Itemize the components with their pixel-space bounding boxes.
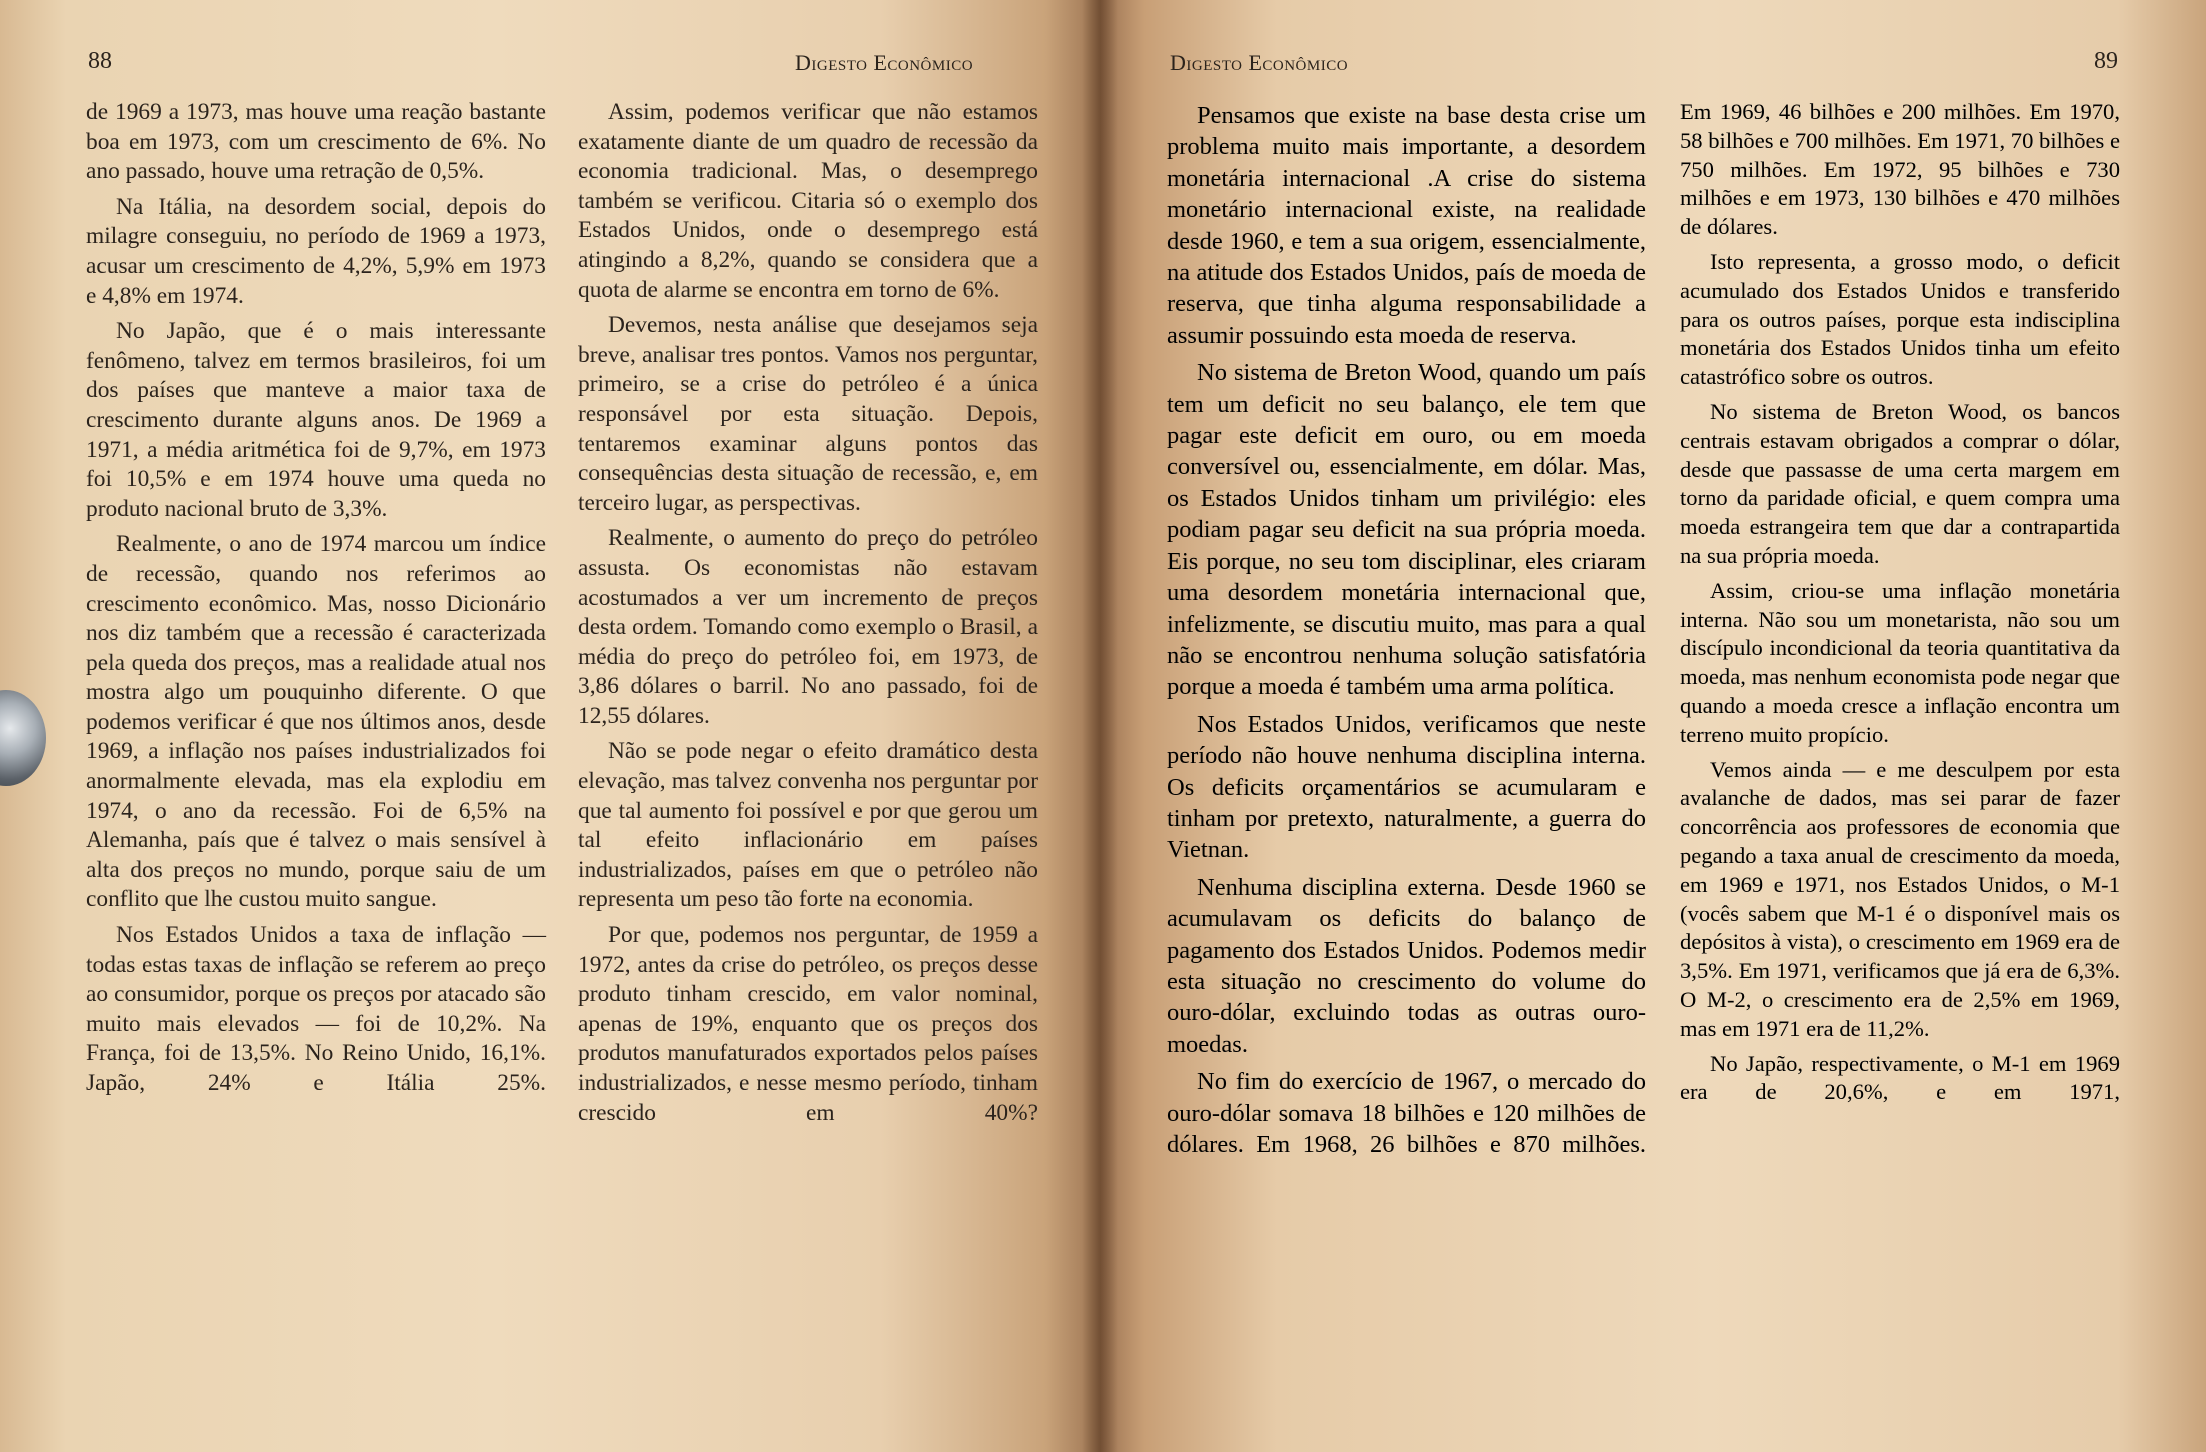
paragraph: Por que, podemos nos perguntar, de 1959 a 1972, antes da crise do petróleo, os preços desse produto tinham crescido, em valor nominal, apenas de 19%, enquanto que os preços dos produtos manufaturados exportados pelos países industrializados, e nesse mesmo período, tinham crescido em 40%? [578, 922, 1038, 1126]
paragraph: Realmente, o ano de 1974 marcou um índice de recessão, quando nos referimos ao crescimento econômico. Mas, nosso Dicionário nos diz também que a recessão é caracterizada pela queda dos preços, mas a realidade atual nos mostra algo um pouquinho diferente. O que podemos verificar é que nos últimos anos, desde 1969, a inflação nos países industrializados foi anormalmente elevada, mas ela explodiu em 1974, o ano da recessão. Foi de 6,5% na Alemanha, país que é talvez o mais sensível à alta dos preços no mundo, porque saiu de um conflito que lhe custou muito sangue. [86, 531, 546, 913]
paragraph: Nenhuma disciplina externa. Desde 1960 se acumulavam os deficits do balanço de pagamento dos Estados Unidos. Podemos medir esta situação no crescimento do volume do ouro-dólar, excluindo todas as outras ouro-moedas. [1167, 873, 1646, 1058]
paragraph: No Japão, que é o mais interessante fenômeno, talvez em termos brasileiros, foi um dos países que manteve a maior taxa de crescimento durante alguns anos. De 1969 a 1971, a média aritmética foi de 9,7%, em 1973 foi 10,5% e em 1974 houve uma queda no produto nacional bruto de 3,3%. [86, 318, 546, 522]
paragraph: Isto representa, a grosso modo, o deficit acumulado dos Estados Unidos e transferido para os outros países, porque esta indisciplina monetária dos Estados Unidos tinha um efeito catastrófico sobre os outros. [1680, 248, 2120, 390]
left-page [0, 0, 1100, 1452]
book-gutter [1082, 0, 1118, 1452]
paragraph: No fim do exercício de 1967, o mercado do ouro-dólar somava 18 bilhões e 120 milhões de dólares. Em 1968, 26 bilhões e 870 milhões. [1167, 1068, 1646, 1158]
text-column-1 [86, 98, 546, 1105]
running-header: Digesto Econômico [1170, 50, 1349, 75]
text-column-4 [1680, 98, 2120, 1113]
page-number: 88 [88, 48, 112, 74]
page-number: 89 [2094, 48, 2118, 74]
paragraph: Não se pode negar o efeito dramático desta elevação, mas talvez convenha nos perguntar por que tal aumento foi possível e por que gerou um tal efeito inflacionário em países industrializados, países em que o petróleo não representa um peso tão forte na economia. [578, 738, 1038, 913]
paragraph: Pensamos que existe na base desta crise um problema muito mais importante, a desordem monetária internacional .A crise do sistema monetário internacional existe, na realidade desde 1960, e tem a sua origem, essencialmente, na atitude dos Estados Unidos, país de moeda de reserva, que tinha alguma responsabilidade a assumir possuindo esta moeda de reserva. [1167, 102, 1646, 349]
paragraph: Em 1969, 46 bilhões e 200 milhões. Em 1970, 58 bilhões e 700 milhões. Em 1971, 70 bilhões e 750 milhões. Em 1972, 95 bilhões e 730 milhões e em 1973, 130 bilhões e 470 milhões de dólares. [1680, 99, 2120, 240]
paragraph: de 1969 a 1973, mas houve uma reação bastante boa em 1973, com um crescimento de 6%. No ano passado, houve uma retração de 0,5%. [86, 99, 546, 185]
paragraph: Na Itália, na desordem social, depois do milagre conseguiu, no período de 1969 a 1973, acusar um crescimento de 4,2%, 5,9% em 1973 e 4,8% em 1974. [86, 193, 546, 309]
paragraph: No sistema de Breton Wood, os bancos centrais estavam obrigados a comprar o dólar, desde que passasse de uma certa margem em torno da paridade oficial, e quem compra uma moeda estrangeira tem que dar a contrapartida na sua própria moeda. [1680, 398, 2120, 568]
text-column-3 [1167, 100, 1646, 1166]
paragraph: Assim, podemos verificar que não estamos exatamente diante de um quadro de recessão da economia tradicional. Mas, o desemprego também se verificou. Citaria só o exemplo dos Estados Unidos, onde o desemprego está atingindo a 8,2%, quando se considera que a quota de alarme se encontra em torno de 6%. [578, 99, 1038, 303]
paragraph: No sistema de Breton Wood, quando um país tem um deficit no seu balanço, ele tem que pagar este deficit em ouro, ou em moeda conversível ou, essencialmente, em dólar. Mas, os Estados Unidos tinham um privilégio: eles podiam pagar seu deficit na sua própria moeda. Eis porque, no seu tom disciplinar, eles criaram uma desordem monetária internacional que, infelizmente, se discutiu muito, mas para a qual não se encontrou nenhuma solução satisfatória porque a moeda é também uma arma política. [1167, 359, 1646, 701]
paragraph: Nos Estados Unidos a taxa de inflação — todas estas taxas de inflação se referem ao preço ao consumidor, porque os preços por atacado são muito mais elevados — foi de 10,2%. Na França, foi de 13,5%. No Reino Unido, 16,1%. Japão, 24% e Itália 25%. [86, 922, 546, 1096]
text-column-2 [578, 98, 1038, 1134]
paragraph: Vemos ainda — e me desculpem por esta avalanche de dados, mas sei parar de fazer concorrência aos professores de economia que pegando a taxa anual de crescimento da moeda, em 1969 e 1971, nos Estados Unidos, o M-1 (vocês sabem que M-1 é o disponível mais os depósitos à vista), o crescimento em 1969 era de 3,5%. Em 1971, verificamos que já era de 6,3%. O M-2, o crescimento era de 2,5% em 1969, mas em 1971 era de 11,2%. [1680, 756, 2120, 1041]
paragraph: No Japão, respectivamente, o M-1 em 1969 era de 20,6%, e em 1971, [1680, 1050, 2120, 1105]
paragraph: Realmente, o aumento do preço do petróleo assusta. Os economistas não estavam acostumados a ver um incremento de preços desta ordem. Tomando como exemplo o Brasil, a média do preço do petróleo foi, em 1973, de 3,86 dólares o barril. No ano passado, foi de 12,55 dólares. [578, 525, 1038, 729]
paragraph: Devemos, nesta análise que desejamos seja breve, analisar tres pontos. Vamos nos perguntar, primeiro, se a crise do petróleo é a única responsável por esta situação. Depois, tentaremos examinar alguns pontos das consequências desta situação de recessão, e, em terceiro lugar, as perspectivas. [578, 312, 1038, 516]
running-header: Digesto Econômico [795, 50, 974, 75]
paragraph: Nos Estados Unidos, verificamos que neste período não houve nenhuma disciplina interna. Os deficits orçamentários se acumularam e tinham por pretexto, naturalmente, a guerra do Vietnan. [1167, 710, 1646, 864]
paragraph: Assim, criou-se uma inflação monetária interna. Não sou um monetarista, não sou um discípulo incondicional da teoria quantitativa da moeda, mas nenhum economista pode negar que quando a moeda cresce a inflação encontra um terreno muito propício. [1680, 577, 2120, 747]
metal-clip [0, 690, 46, 786]
